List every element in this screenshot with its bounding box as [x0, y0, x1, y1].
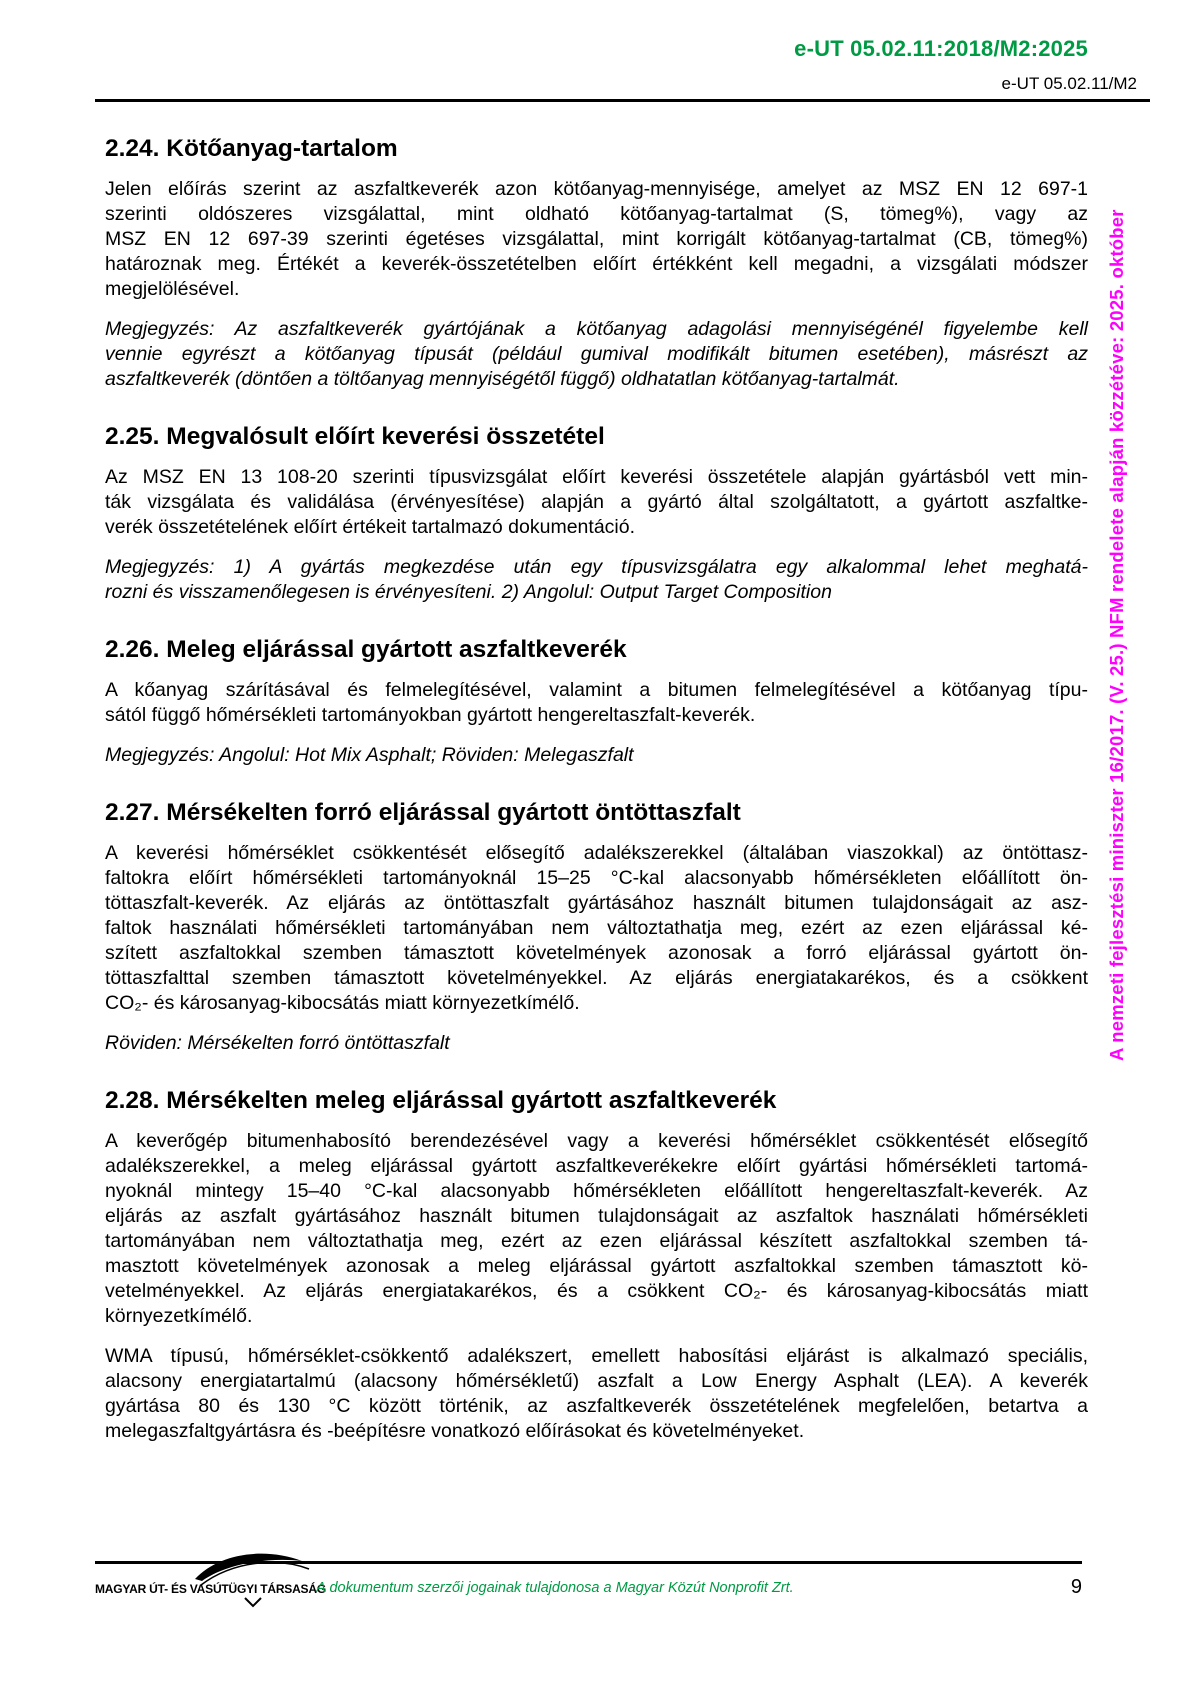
- section-heading: 2.27. Mérsékelten forró eljárással gyártott öntöttaszfalt: [105, 799, 741, 826]
- section-heading: 2.28. Mérsékelten meleg eljárással gyártott aszfaltkeverék: [105, 1087, 777, 1114]
- section-heading: 2.26. Meleg eljárással gyártott aszfaltkeverék: [105, 636, 627, 663]
- section-2-27: [105, 798, 1088, 1056]
- doc-code: e-UT 05.02.11:2018/M2:2025: [794, 36, 1088, 61]
- document-content: [105, 132, 1088, 1459]
- organization-name: MAGYAR ÚT- ÉS VASÚTÜGYI TÁRSASÁG: [95, 1582, 326, 1596]
- section-2-24: [105, 134, 1088, 392]
- paragraph: A keverési hőmérséklet csökkentését elősegítő adalékszerekkel (általában viaszokkal) az öntöttasz- faltokra előírt hőmérsékleti tartományoknál 15–25 °C-kal alacsonyabb hőmérsékleten előállított ön- töttaszfalt-keverék. Az eljárás az öntöttaszfalt gyártásához használt bitumen tulajdonságait az asz- faltok használati hőmérsékleti tartományában nem változtathatja meg, ezért az ezen eljárással ké- szített aszfaltokkal szemben támasztott követelmények azonosak a forró eljárással gyártott ön- töttaszfalttal szemben támasztott követelményekkel. Az eljárás energiatakarékos, és a csökkent CO₂- és károsanyag-kibocsátás miatt környezetkímélő.: [105, 842, 1088, 1014]
- section-2-26: [105, 635, 1088, 768]
- section-2-28: [105, 1086, 1088, 1444]
- note-paragraph: Röviden: Mérsékelten forró öntöttaszfalt: [105, 1032, 450, 1054]
- doc-code-short: e-UT 05.02.11/M2: [1001, 74, 1137, 93]
- paragraph: A keverőgép bitumenhabosító berendezésével vagy a keverési hőmérséklet csökkentését elősegítő adalékszerekkel, a meleg eljárással gyártott aszfaltkeverékekre előírt gyártási hőmérsékleti tartomá- nyoknál mintegy 15–40 °C-kal alacsonyabb hőmérsékleten előállított hengereltaszfalt-keverék. Az eljárás az aszfalt gyártásához használt bitumen tulajdonságait az aszfaltok használati hőmérsékleti tartományában nem változtathatja meg, ezért az ezen eljárással készített aszfaltokkal szemben tá- masztott követelmények azonosak a meleg eljárással gyártott aszfaltokkal szemben támasztott kö- vetelményekkel. Az eljárás energiatakarékos, és a csökkent CO₂- és károsanyag-kibocsátás miatt környezetkímélő.: [105, 1130, 1088, 1327]
- note-paragraph: Megjegyzés: 1) A gyártás megkezdése után egy típusvizsgálatra egy alkalommal lehet meghatá- rozni és visszamenőlegesen is érvényesíteni. 2) Angolul: Output Target Composition: [105, 556, 1088, 603]
- road-arc-icon: [95, 1548, 375, 1610]
- organization-logo: [95, 1548, 375, 1610]
- copyright-notice: A dokumentum szerzői jogainak tulajdonosa a Magyar Közút Nonprofit Zrt.: [316, 1580, 794, 1596]
- note-paragraph: Megjegyzés: Az aszfaltkeverék gyártójának a kötőanyag adagolási mennyiségénél figyelembe kell vennie egyrészt a kötőanyag típusát (például gumival modifikált bitumen esetében), másrészt az aszfaltkeverék (döntően a töltőanyag mennyiségétől függő) oldhatatlan kötőanyag-tartalmát.: [105, 318, 1088, 390]
- paragraph: Jelen előírás szerint az aszfaltkeverék azon kötőanyag-mennyisége, amelyet az MSZ EN 12 697-1 szerinti oldószeres vizsgálattal, mint oldható kötőanyag-tartalmat (S, tömeg%), vagy az MSZ EN 12 697-39 szerinti égetéses vizsgálattal, mint korrigált kötőanyag-tartalmat (CB, tömeg%) határoznak meg. Értékét a keverék-összetételben előírt értékként kell megadni, a vizsgálati módszer megjelölésével.: [105, 178, 1088, 300]
- paragraph: WMA típusú, hőmérséklet-csökkentő adalékszert, emellett habosítási eljárást is alkalmazó speciális, alacsony energiatartalmú (alacsony hőmérsékletű) aszfalt a Low Energy Asphalt (LEA). A keverék gyártása 80 és 130 °C között történik, az aszfaltkeverék összetételének megfelelően, betartva a melegaszfaltgyártásra és -beépítésre vonatkozó előírásokat és követelményeket.: [105, 1345, 1088, 1442]
- section-heading: 2.24. Kötőanyag-tartalom: [105, 135, 398, 162]
- page-number: 9: [1070, 1576, 1082, 1598]
- header-rule: [95, 99, 1150, 102]
- note-paragraph: Megjegyzés: Angolul: Hot Mix Asphalt; Röviden: Melegaszfalt: [105, 744, 634, 766]
- paragraph: A kőanyag szárításával és felmelegítésével, valamint a bitumen felmelegítésével a kötőanyag típu- sától függő hőmérsékleti tartományokban gyártott hengereltaszfalt-keverék.: [105, 679, 1088, 726]
- paragraph: Az MSZ EN 13 108-20 szerinti típusvizsgálat előírt keverési összetétele alapján gyártásból vett min- ták vizsgálata és validálása (érvényesítése) alapján a gyártó által szolgáltatott, a gyártott aszfaltke- verék összetételének előírt értékeit tartalmazó dokumentáció.: [105, 466, 1088, 538]
- section-2-25: [105, 422, 1088, 605]
- section-heading: 2.25. Megvalósult előírt keverési összetétel: [105, 423, 605, 450]
- side-annotation: A nemzeti fejlesztési miniszter 16/2017. (V. 25.) NFM rendelete alapján közzétéve: 2025. október: [1106, 209, 1127, 1061]
